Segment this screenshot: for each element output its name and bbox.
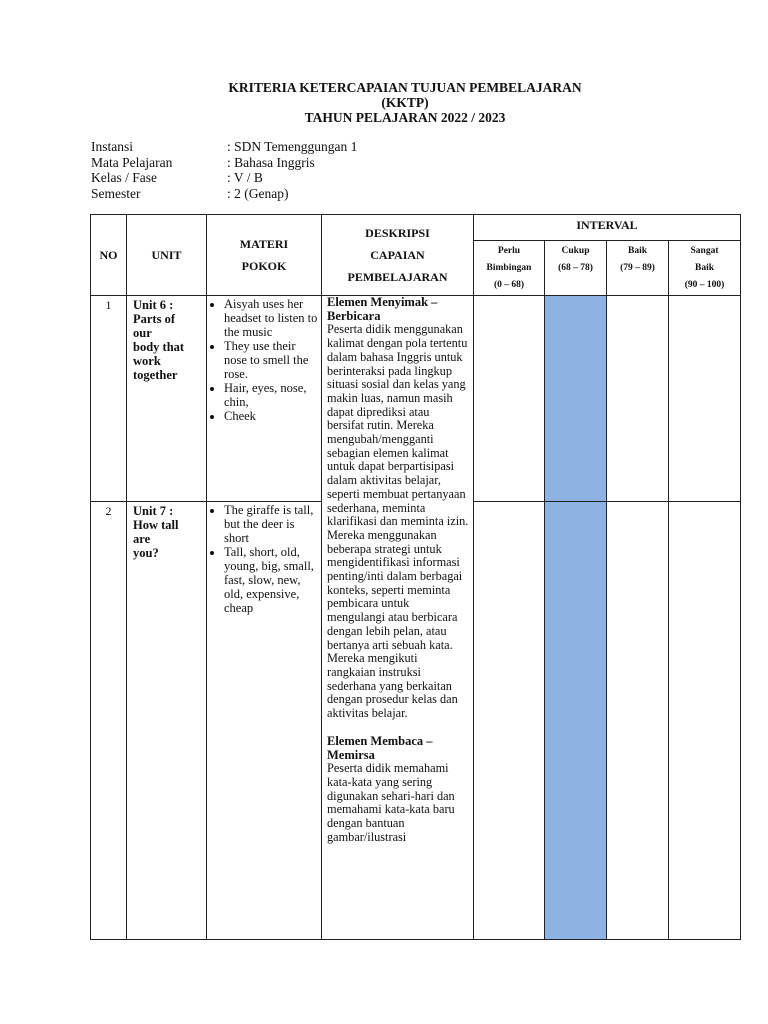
info-value: : V / B <box>227 170 263 185</box>
row-no: 2 <box>91 502 127 940</box>
header-materi-line2: POKOK <box>241 259 287 273</box>
info-value: : SDN Temenggungan 1 <box>227 139 358 154</box>
row-no: 1 <box>91 296 127 502</box>
interval-cukup: Cukup (68 – 78) <box>545 241 607 296</box>
deskripsi-cell <box>322 296 474 940</box>
list-item: • Tall, short, old, young, big, small, fast, slow, new, old, expensive, cheap <box>224 545 321 615</box>
cell-cukup-highlight <box>545 502 607 940</box>
deskripsi-heading-membaca: Elemen Membaca – Memirsa <box>327 733 433 762</box>
header-materi-line1: MATERI <box>239 237 289 251</box>
cell-perlu-bimbingan <box>474 296 545 502</box>
row-materi <box>207 502 322 940</box>
table-row <box>91 296 741 502</box>
list-item: • Aisyah uses her headset to listen to the music <box>224 297 321 339</box>
doc-title-line1: KRITERIA KETERCAPAIAN TUJUAN PEMBELAJARAN <box>228 80 582 95</box>
cell-baik <box>607 296 669 502</box>
cell-sangat-baik <box>669 296 741 502</box>
info-key: Kelas / Fase <box>91 170 157 185</box>
cell-baik <box>607 502 669 940</box>
info-row-kelas <box>91 170 357 186</box>
interval-sangat-baik: Sangat Baik (90 – 100) <box>669 241 741 296</box>
cell-cukup-highlight <box>545 296 607 502</box>
info-key: Instansi <box>91 139 133 154</box>
info-block <box>91 139 357 201</box>
header-unit: UNIT <box>127 215 207 296</box>
kktp-table <box>90 214 741 940</box>
list-item: • The giraffe is tall, but the deer is short <box>224 503 321 545</box>
header-desk-line1: DESKRIPSI <box>365 226 430 240</box>
row-materi <box>207 296 322 502</box>
deskripsi-heading-menyimak: Elemen Menyimak – Berbicara <box>327 295 438 323</box>
info-value: : Bahasa Inggris <box>227 154 315 170</box>
info-key: Mata Pelajaran <box>91 154 173 170</box>
interval-perlu-bimbingan: Perlu Bimbingan (0 – 68) <box>474 241 545 296</box>
header-interval: INTERVAL <box>474 215 741 241</box>
cell-perlu-bimbingan <box>474 502 545 940</box>
header-desk-line3: PEMBELAJARAN <box>347 270 448 284</box>
info-key: Semester <box>91 185 141 201</box>
row-unit: Unit 7 : How tall are you? <box>127 502 207 940</box>
doc-title-line2: (KKTP) <box>381 95 429 110</box>
header-materi <box>207 215 322 296</box>
list-item: • Hair, eyes, nose, chin, <box>224 381 321 409</box>
interval-baik: Baik (79 – 89) <box>607 241 669 296</box>
list-item: • Cheek <box>224 409 321 423</box>
deskripsi-text-membaca: Peserta didik memahami kata-kata yang sering digunakan sehari-hari dan memahami kata-kata baru dengan bantuan gambar/ilustrasi <box>327 761 455 844</box>
info-row-instansi <box>91 139 357 155</box>
header-desk-line2: CAPAIAN <box>370 248 425 262</box>
header-deskripsi <box>322 215 474 296</box>
info-row-mapel <box>91 155 357 171</box>
cell-sangat-baik <box>669 502 741 940</box>
deskripsi-text-menyimak: Peserta didik menggunakan kalimat dengan pola tertentu dalam bahasa Inggris untuk berinteraksi pada lingkup situasi sosial dan kelas yang makin luas, namun masih dapat diprediksi atau bersifat rutin. Mereka mengubah/mengganti sebagian elemen kalimat untuk dapat berpartisipasi dalam aktivitas belajar, seperti membuat pertanyaan sederhana, meminta klarifikasi dan meminta izin. Mereka menggunakan beberapa strategi untuk mengidentifikasi informasi penting/inti dalam berbagai konteks, seperti meminta pembicara untuk mengulangi atau berbicara dengan lebih pelan, atau bertanya arti sebuah kata. Mereka mengikuti rangkaian instruksi sederhana yang berkaitan dengan prosedur kelas dan aktivitas belajar. <box>327 322 469 721</box>
doc-title-line3: TAHUN PELAJARAN 2022 / 2023 <box>304 110 506 125</box>
info-value: : 2 (Genap) <box>227 185 289 201</box>
row-unit: Unit 6 : Parts of our body that work together <box>127 296 207 502</box>
header-no: NO <box>91 215 127 296</box>
info-row-semester <box>91 186 357 202</box>
list-item: • They use their nose to smell the rose. <box>224 339 321 381</box>
